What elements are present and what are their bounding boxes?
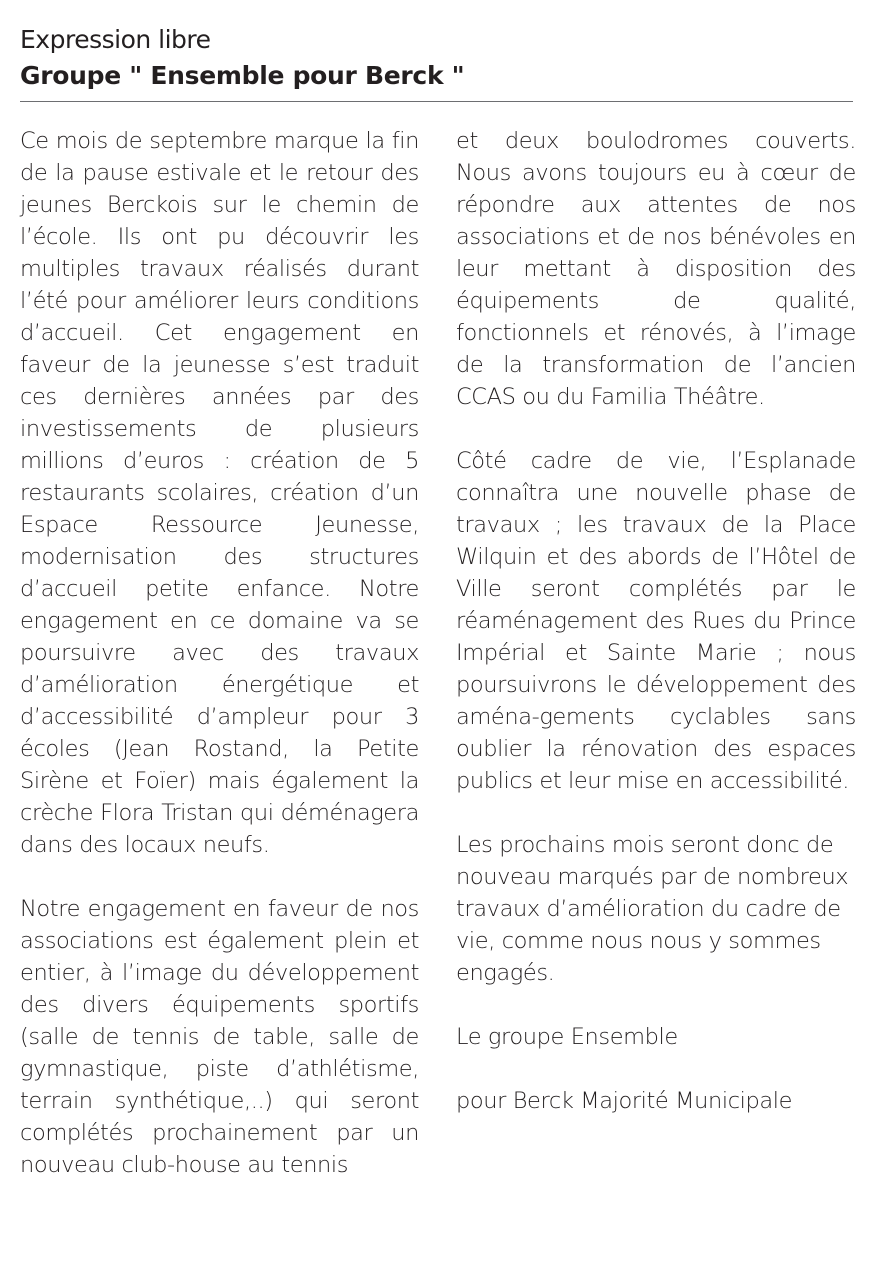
paragraph-3: Côté cadre de vie, l’Esplanade connaîtra une nouvelle phase de travaux ; les travaux de la Place Wilquin et des abords de l’Hôtel de Ville seront complétés par le réaménagement des Rues du Prince Impérial et Sainte Marie ; nous poursuivrons le développement des aména-gements cyclables sans oublier la rénovation des espaces publics et leur mise en accessibilité.: [456, 448, 856, 794]
paragraph-4: Les prochains mois seront donc de nouveau marqués par de nombreux travaux d’amélioration du cadre de vie, comme nous nous y sommes engagés.: [456, 832, 849, 986]
article-title: Groupe " Ensemble pour Berck ": [20, 61, 465, 90]
section-kicker: Expression libre: [20, 25, 211, 54]
signature: [456, 1021, 856, 1117]
article-header: [20, 24, 853, 92]
signature-line-2: pour Berck Majorité Municipale: [456, 1088, 793, 1114]
paragraph-2: Notre engagement en faveur de nos associations est également plein et entier, à l’image du développement des divers équipements sportifs (salle de tennis de table, salle de gymnastique, piste d’athlétisme, terrain synthétique,..) qui seront complétés prochainement par un nouveau club-house au tennis: [20, 896, 419, 1178]
header-divider: [20, 101, 853, 102]
paragraph-1: Ce mois de septembre marque la fin de la pause estivale et le retour des jeunes Berckois sur le chemin de l’école. Ils ont pu découvrir les multiples travaux réalisés durant l’été pour améliorer leurs conditions d’accueil. Cet engagement en faveur de la jeunesse s’est traduit ces dernières années par des investissements de plusieurs millions d’euros : création de 5 restaurants scolaires, création d’un Espace Ressource Jeunesse, modernisation des structures d’accueil petite enfance. Notre engagement en ce domaine va se poursuivre avec des travaux d’amélioration énergétique et d’accessibilité d’ampleur pour 3 écoles (Jean Rostand, la Petite Sirène et Foïer) mais également la crèche Flora Tristan qui déménagera dans des locaux neufs.: [20, 128, 419, 858]
left-column: [20, 125, 419, 1213]
paragraph-2-continued: et deux boulodromes couverts. Nous avons toujours eu à cœur de répondre aux attentes de nos associations et de nos bénévoles en leur mettant à disposition des équipements de qualité, fonctionnels et rénovés, à l’image de la transformation de l’ancien CCAS ou du Familia Théâtre.: [456, 128, 856, 410]
right-column: [456, 125, 856, 1149]
signature-line-1: Le groupe Ensemble: [456, 1024, 678, 1050]
